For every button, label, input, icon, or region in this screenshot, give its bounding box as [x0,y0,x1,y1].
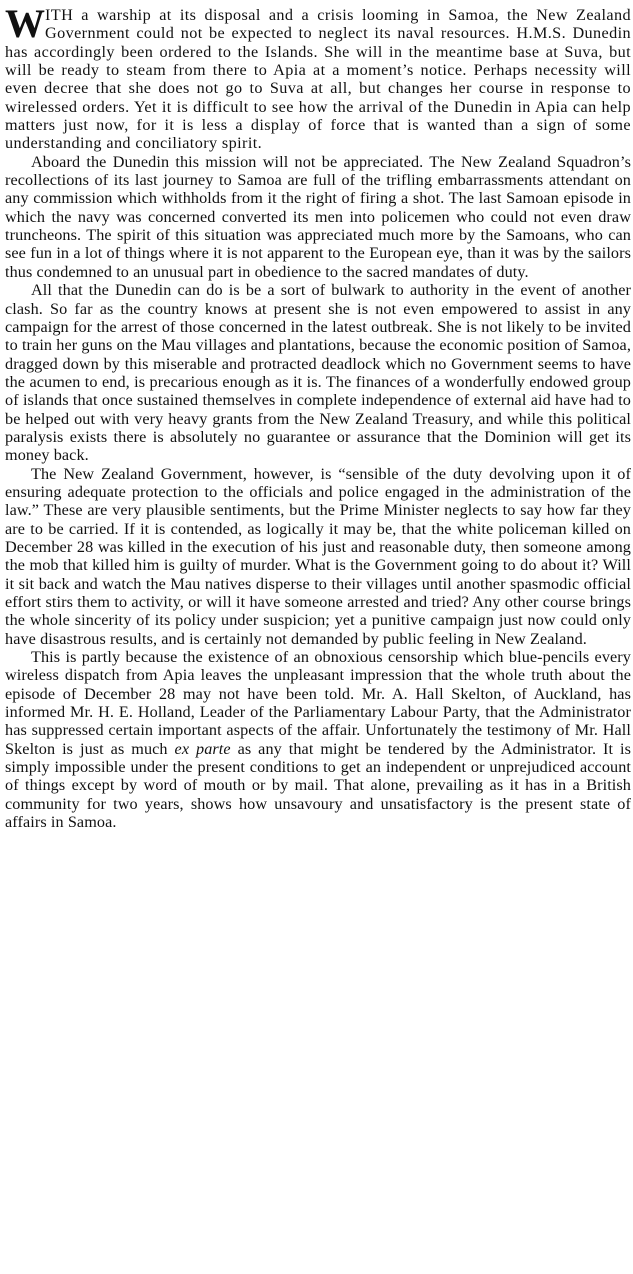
latin-phrase-ex-parte: ex parte [174,739,231,758]
paragraph-1 [5,1,631,153]
paragraph-1-text: ITH a warship at its disposal and a crisis looming in Samoa, the New Zealand Government could not be expected to neglect its naval resources. H.M.S. Dunedin has accordingly been ordered to the Islands. She will in the meantime base at Suva, but will be ready to steam from there to Apia at a moment’s notice. Perhaps necessity will even decree that she does not go to Suva at all, but changes her course in response to wirelessed orders. Yet it is difficult to see how the arrival of the Dunedin in Apia can help matters just now, for it is less a display of force that is wanted than a sign of some understanding and conciliatory spirit. [5,6,631,153]
paragraph-5-text-a: This is partly because the existence of an obnoxious censorship which blue-pencils every wireless dispatch from Apia leaves the unpleasant impression that the whole truth about the episode of December 28 may not have been told. Mr. A. Hall Skelton, of Auckland, has informed Mr. H. E. Holland, Leader of the Parliamentary Labour Party, that the Administrator has suppressed certain important aspects of the affair. Unfortunately the testimony of Mr. Hall Skelton is just as much [5,648,631,758]
paragraph-4: The New Zealand Government, however, is “sensible of the duty devolving upon it of ensuring adequate protection to the officials and police engaged in the administration of the law.” These are very plausible sentiments, but the Prime Minister neglects to say how far they are to be carried. If it is contended, as logically it may be, that the white policeman killed on December 28 was killed in the execution of his just and reasonable duty, then someone among the mob that killed him is guilty of murder. What is the Government going to do about it? Will it sit back and watch the Mau natives disperse to their villages until another spasmodic official effort stirs them to activity, or will it have someone arrested and tried? Any other course brings the whole sincerity of its policy under suspicion; yet a punitive campaign just now could only have disastrous results, and is certainly not demanded by public feeling in New Zealand. [5,464,631,648]
paragraph-3: All that the Dunedin can do is be a sort of bulwark to authority in the event of another clash. So far as the country knows at present she is not even empowered to assist in any campaign for the arrest of those concerned in the latest outbreak. She is not likely to be invited to train her guns on the Mau villages and plantations, because the economic position of Samoa, dragged down by this miserable and protracted deadlock which no Government seems to have the acumen to end, is precarious enough as it is. The finances of a wonderfully endowed group of islands that once sustained themselves in complete independence of external aid have had to be helped out with very heavy grants from the New Zealand Treasury, and while this political paralysis exists there is absolutely no guarantee or assurance that the Dominion will get its money back. [5,281,631,465]
paragraph-5 [5,648,631,831]
paragraph-2: Aboard the Dunedin this mission will not be appreciated. The New Zealand Squadron’s recollections of its last journey to Samoa are full of the trifling embarrassments attendant on any commission which withholds from it the right of firing a shot. The last Samoan episode in which the navy was concerned converted its men into policemen who could not even draw truncheons. The spirit of this situation was appreciated much more by the Samoans, who can see fun in a lot of things where it is not apparent to the European eye, than it was by the sailors thus condemned to an unusual part in obedience to the sacred mandates of duty. [5,152,631,281]
drop-cap-letter: W [5,1,44,46]
paragraph-5-text-b: as any that might be tendered by the Administrator. It is simply impossible under the present conditions to get an independent or unprejudiced account of things except by word of mouth or by mail. That alone, prevailing as it has in a British community for two years, shows how unsavoury and unsatisfactory is the present state of affairs in Samoa. [5,739,631,832]
